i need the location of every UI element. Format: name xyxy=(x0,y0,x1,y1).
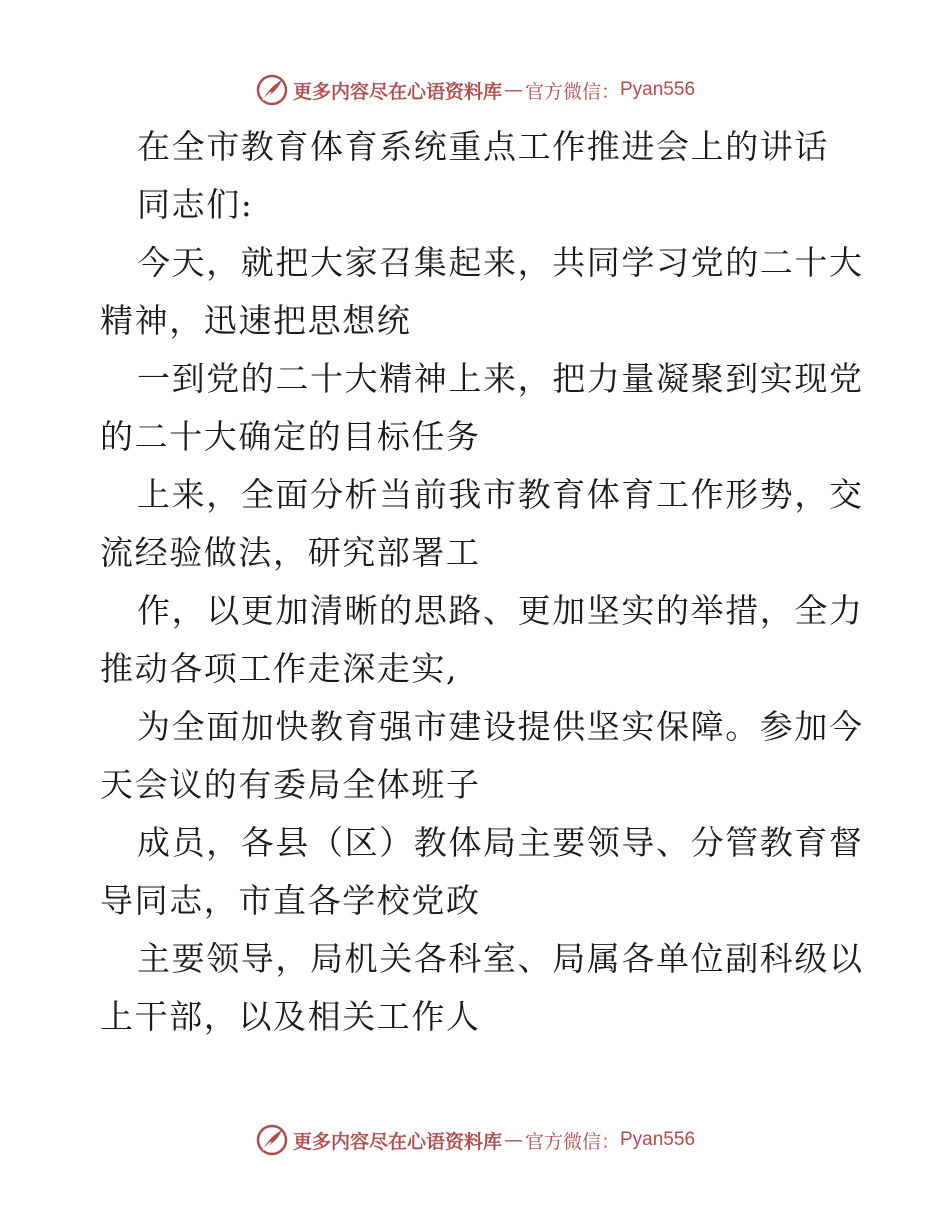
salutation: 同志们: xyxy=(137,185,254,224)
paragraph-line: 今天，就把大家召集起来，共同学习党的二十大 xyxy=(137,243,864,282)
header-dash: — xyxy=(503,79,523,101)
footer-wechat-label: 官方微信： xyxy=(524,1130,620,1153)
header-site-text: 更多内容尽在心语资料库 xyxy=(292,80,502,103)
document-body xyxy=(100,118,864,1046)
paragraph-line: 精神，迅速把思想统 xyxy=(100,301,412,340)
paragraph-line: 为全面加快教育强市建设提供坚实保障。参加今 xyxy=(137,707,864,746)
footer-wechat-id: Pyan556 xyxy=(620,1129,696,1150)
paragraph-line: 上干部，以及相关工作人 xyxy=(100,997,481,1036)
quill-logo-icon xyxy=(255,73,289,107)
paragraph-line: 推动各项工作走深走实, xyxy=(100,649,459,688)
paragraph-line: 的二十大确定的目标任务 xyxy=(100,417,481,456)
paragraph-line: 一到党的二十大精神上来，把力量凝聚到实现党 xyxy=(137,359,864,398)
header-wechat-id: Pyan556 xyxy=(620,79,696,100)
paragraph-line: 上来，全面分析当前我市教育体育工作形势，交 xyxy=(137,475,864,514)
quill-logo-icon xyxy=(255,1123,289,1157)
paragraph-line: 成员，各县（区）教体局主要领导、分管教育督 xyxy=(137,823,864,862)
paragraph-line: 导同志，市直各学校党政 xyxy=(100,881,481,920)
paragraph-line: 主要领导，局机关各科室、局属各单位副科级以 xyxy=(137,939,864,978)
footer-dash: — xyxy=(503,1129,523,1151)
paragraph-line: 流经验做法，研究部署工 xyxy=(100,533,481,572)
footer-watermark-banner xyxy=(0,1120,950,1160)
document-title: 在全市教育体育系统重点工作推进会上的讲话 xyxy=(137,127,829,166)
paragraph-line: 作，以更加清晰的思路、更加坚实的举措，全力 xyxy=(137,591,864,630)
header-wechat-label: 官方微信： xyxy=(524,80,620,103)
footer-site-text: 更多内容尽在心语资料库 xyxy=(292,1130,502,1153)
paragraph-line: 天会议的有委局全体班子 xyxy=(100,765,481,804)
header-watermark-banner xyxy=(0,70,950,110)
